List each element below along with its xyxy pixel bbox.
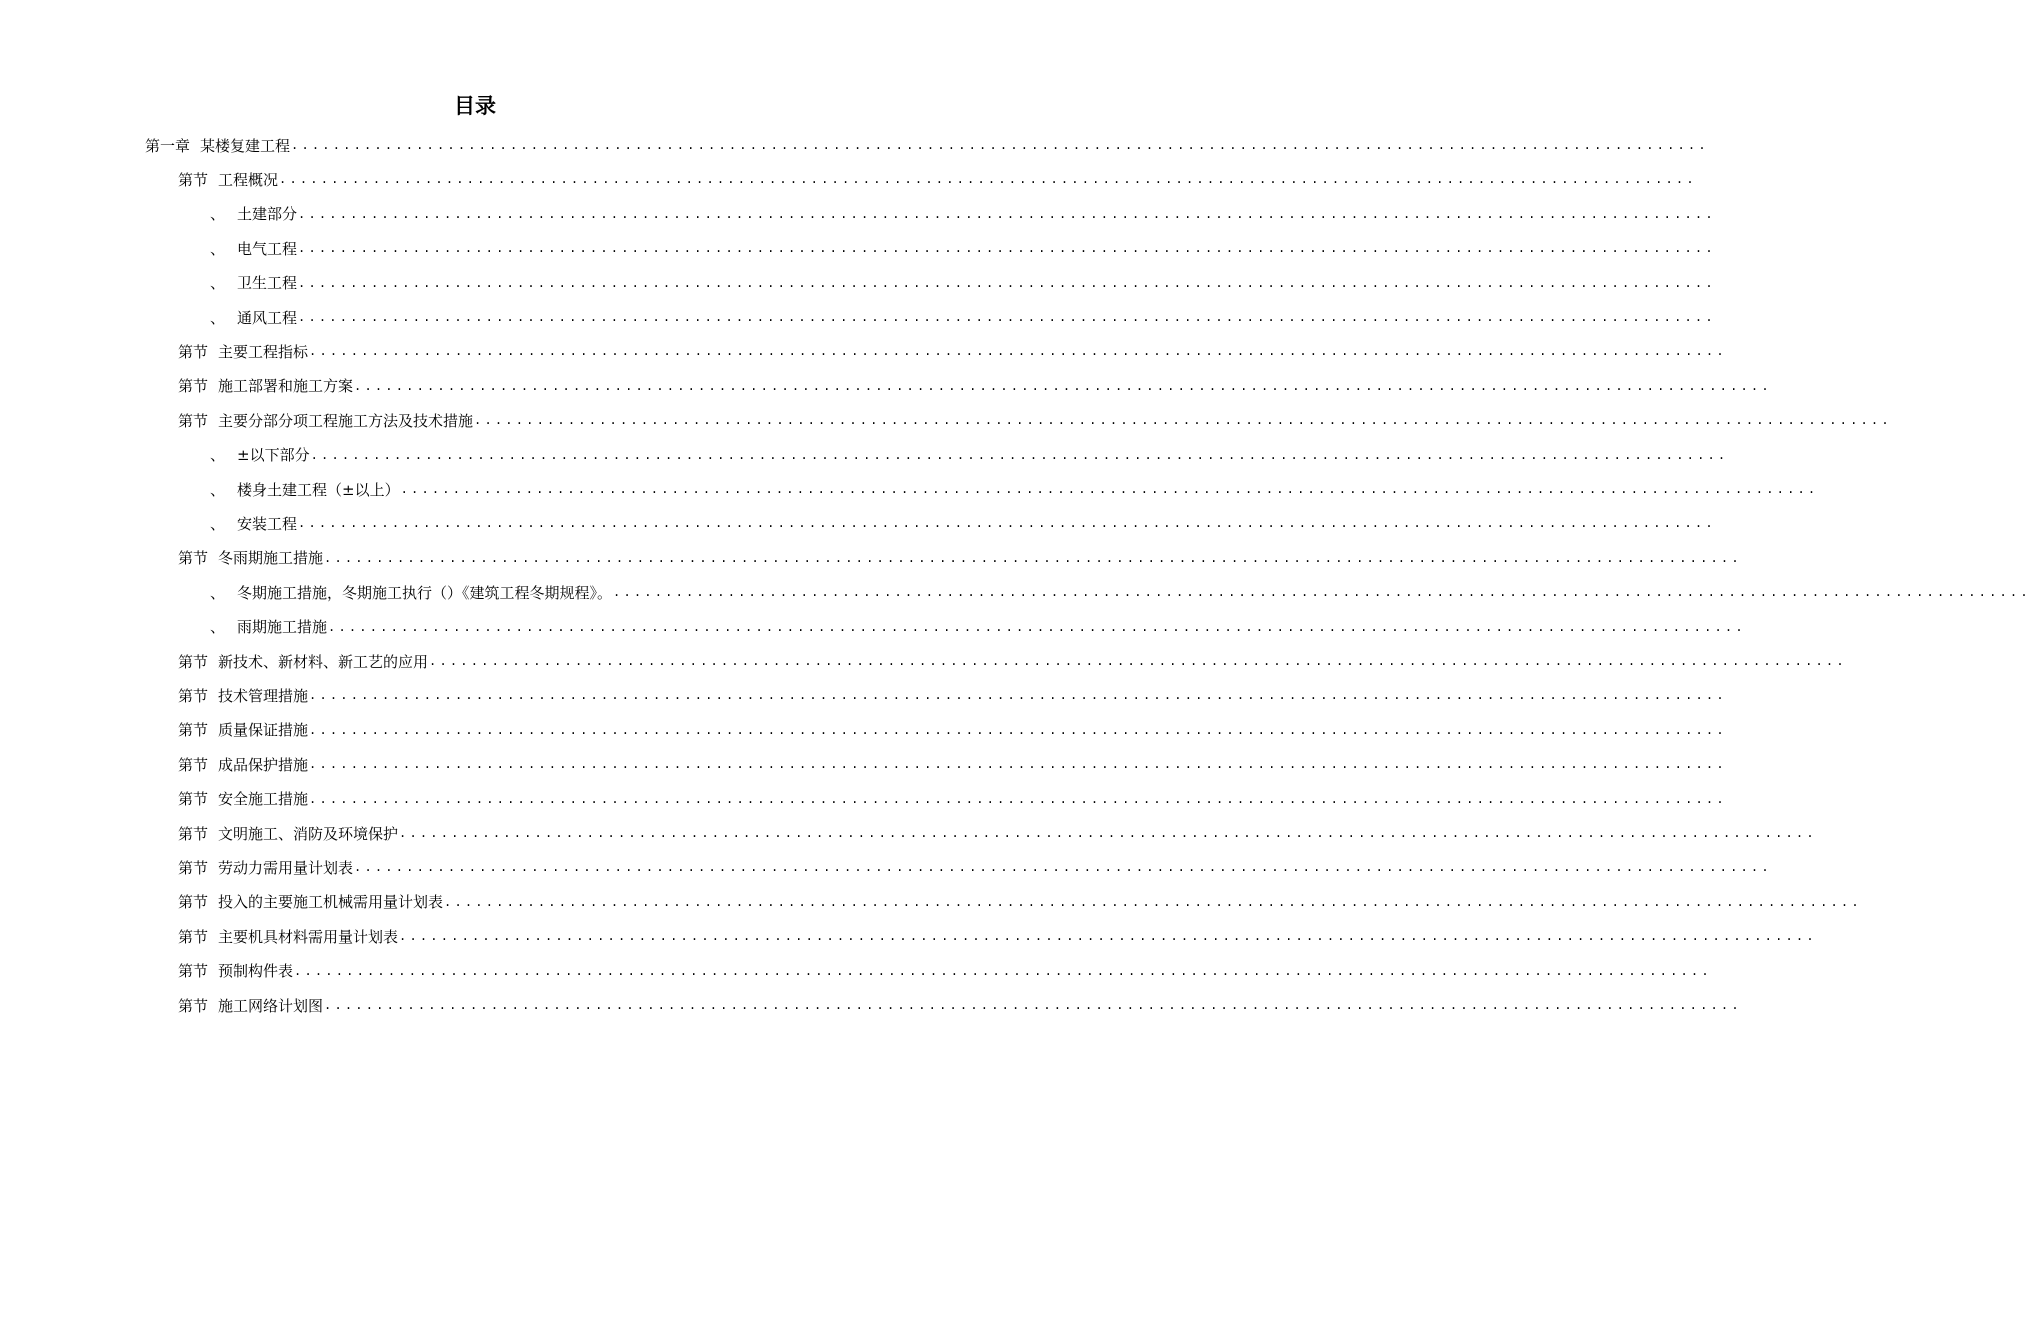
toc-leader-dots: ........................................................................................................................................: [324, 550, 1742, 565]
toc-entry-label: 楼身土建工程（±以上）: [237, 480, 400, 499]
toc-entry-label: 主要工程指标: [218, 342, 309, 361]
toc-entry-marker: 第节: [178, 893, 209, 912]
toc-leader-dots: ........................................................................................................................................: [298, 241, 1716, 256]
toc-entry-label: 预制构件表: [218, 962, 294, 981]
toc-leader-dots: ........................................................................................................................................: [613, 585, 2031, 600]
toc-entry-label: 主要分部分项工程施工方法及技术措施: [218, 411, 474, 430]
toc-leader-dots: ........................................................................................................................................: [291, 138, 1709, 152]
toc-entry[interactable]: [210, 266, 1716, 300]
toc-leader-dots: ........................................................................................................................................: [328, 619, 1746, 634]
toc-leader-dots: ........................................................................................................................................: [444, 894, 1862, 909]
toc-entry-marker: 第一章: [145, 136, 191, 155]
toc-leader-dots: ........................................................................................................................................: [298, 206, 1716, 221]
toc-entry-marker: 、: [210, 274, 226, 293]
toc-leader-dots: ........................................................................................................................................: [298, 275, 1716, 290]
toc-entry[interactable]: [178, 403, 1892, 437]
toc-entry-marker: 第节: [178, 377, 209, 396]
toc-leader-dots: ........................................................................................................................................: [309, 344, 1727, 359]
toc-entry-marker: 第节: [178, 962, 209, 981]
toc-leader-dots: ........................................................................................................................................: [474, 413, 1892, 428]
toc-leader-dots: ........................................................................................................................................: [298, 310, 1716, 324]
toc-entry-marker: 、: [210, 239, 226, 258]
toc-leader-dots: ........................................................................................................................................: [354, 860, 1772, 875]
toc-entry[interactable]: [178, 644, 1847, 678]
toc-entry-marker: 、: [210, 446, 226, 465]
toc-entry-label: 工程概况: [218, 170, 279, 189]
toc-entry[interactable]: [210, 438, 1729, 472]
toc-entry-label: 文明施工、消防及环境保护: [218, 824, 399, 843]
toc-entry-label: 安装工程: [237, 514, 298, 533]
toc-entry[interactable]: [210, 231, 1716, 265]
toc-leader-dots: ........................................................................................................................................: [399, 826, 1817, 840]
toc-entry-marker: 第节: [178, 721, 209, 740]
toc-entry-marker: 第节: [178, 858, 209, 877]
toc-entry[interactable]: [210, 472, 1819, 506]
toc-leader-dots: ........................................................................................................................................: [309, 688, 1727, 703]
toc-entry[interactable]: [178, 954, 1712, 988]
toc-entry[interactable]: [178, 747, 1727, 781]
toc-entry[interactable]: [210, 610, 1746, 644]
toc-leader-dots: ........................................................................................................................................: [400, 482, 1819, 496]
toc-entry-label: 土建部分: [237, 205, 298, 224]
toc-entry[interactable]: [178, 885, 1862, 919]
toc-leader-dots: ........................................................................................................................................: [309, 722, 1727, 737]
toc-entry-label: 施工网络计划图: [218, 996, 324, 1015]
toc-entry[interactable]: [178, 369, 1772, 403]
toc-entry-marker: 、: [210, 480, 226, 499]
toc-leader-dots: ........................................................................................................................................: [429, 654, 1847, 668]
toc-entry-label: 卫生工程: [237, 274, 298, 293]
toc-leader-dots: ........................................................................................................................................: [354, 378, 1772, 393]
toc-entry-marker: 、: [210, 308, 226, 327]
toc-entry[interactable]: [178, 816, 1817, 850]
toc-entry-marker: 第节: [178, 686, 209, 705]
toc-entry-label: 主要机具材料需用量计划表: [218, 927, 399, 946]
toc-title: 目录: [454, 94, 496, 118]
toc-entry-label: 质量保证措施: [218, 721, 309, 740]
toc-entry[interactable]: [210, 300, 1716, 334]
toc-entry[interactable]: [178, 713, 1727, 747]
toc-entry-label: 雨期施工措施: [237, 618, 328, 637]
toc-entry-marker: 第节: [178, 755, 209, 774]
toc-entry-marker: 第节: [178, 411, 209, 430]
toc-entry-marker: 、: [210, 205, 226, 224]
toc-entry-label: 冬雨期施工措施: [218, 549, 324, 568]
toc-leader-dots: ........................................................................................................................................: [294, 963, 1712, 978]
toc-entry-label: 劳动力需用量计划表: [218, 858, 354, 877]
toc-leader-dots: ........................................................................................................................................: [324, 998, 1742, 1012]
toc-entry[interactable]: [178, 782, 1727, 816]
toc-entry-label: 成品保护措施: [218, 755, 309, 774]
toc-entry-marker: 、: [210, 514, 226, 533]
toc-entry-label: 技术管理措施: [218, 686, 309, 705]
toc-leader-dots: ........................................................................................................................................: [279, 172, 1697, 187]
toc-leader-dots: ........................................................................................................................................: [309, 791, 1727, 806]
toc-entry-label: 安全施工措施: [218, 790, 309, 809]
toc-entry-label: 电气工程: [237, 239, 298, 258]
toc-entry-label: 通风工程: [237, 308, 298, 327]
toc-entry[interactable]: [178, 541, 1742, 575]
toc-entry-label: 新技术、新材料、新工艺的应用: [218, 652, 429, 671]
toc-entry-marker: 第节: [178, 927, 209, 946]
toc-entry[interactable]: [210, 197, 1716, 231]
toc-entry[interactable]: [178, 162, 1697, 196]
toc-entry[interactable]: [210, 506, 1716, 540]
toc-leader-dots: ........................................................................................................................................: [310, 447, 1729, 462]
toc-entry[interactable]: [178, 334, 1727, 368]
toc-entry-label: 投入的主要施工机械需用量计划表: [218, 893, 444, 912]
toc-entry-label: ±以下部分: [237, 446, 310, 465]
toc-entry-marker: 第节: [178, 170, 209, 189]
toc-leader-dots: ........................................................................................................................................: [298, 516, 1716, 531]
toc-entry[interactable]: [210, 575, 2031, 609]
toc-entry[interactable]: [178, 919, 1817, 953]
toc-entry-marker: 第节: [178, 342, 209, 361]
toc-entry[interactable]: [178, 678, 1727, 712]
toc-entry-marker: 第节: [178, 790, 209, 809]
toc-entry-marker: 、: [210, 618, 226, 637]
toc-leader-dots: ........................................................................................................................................: [309, 757, 1727, 772]
toc-leader-dots: ........................................................................................................................................: [399, 929, 1817, 944]
toc-entry-label: 某楼复建工程: [200, 136, 291, 155]
toc-entry[interactable]: [178, 988, 1742, 1022]
toc-entry[interactable]: [178, 850, 1772, 884]
toc-entry-marker: 第节: [178, 824, 209, 843]
toc-entry[interactable]: [145, 128, 1709, 162]
toc-entry-marker: 第节: [178, 549, 209, 568]
toc-entry-marker: 第节: [178, 996, 209, 1015]
toc-entry-label: 施工部署和施工方案: [218, 377, 354, 396]
toc-entry-marker: 第节: [178, 652, 209, 671]
toc-entry-marker: 、: [210, 583, 226, 602]
toc-entry-label: 冬期施工措施，冬期施工执行（）《建筑工程冬期规程》。: [237, 583, 613, 602]
